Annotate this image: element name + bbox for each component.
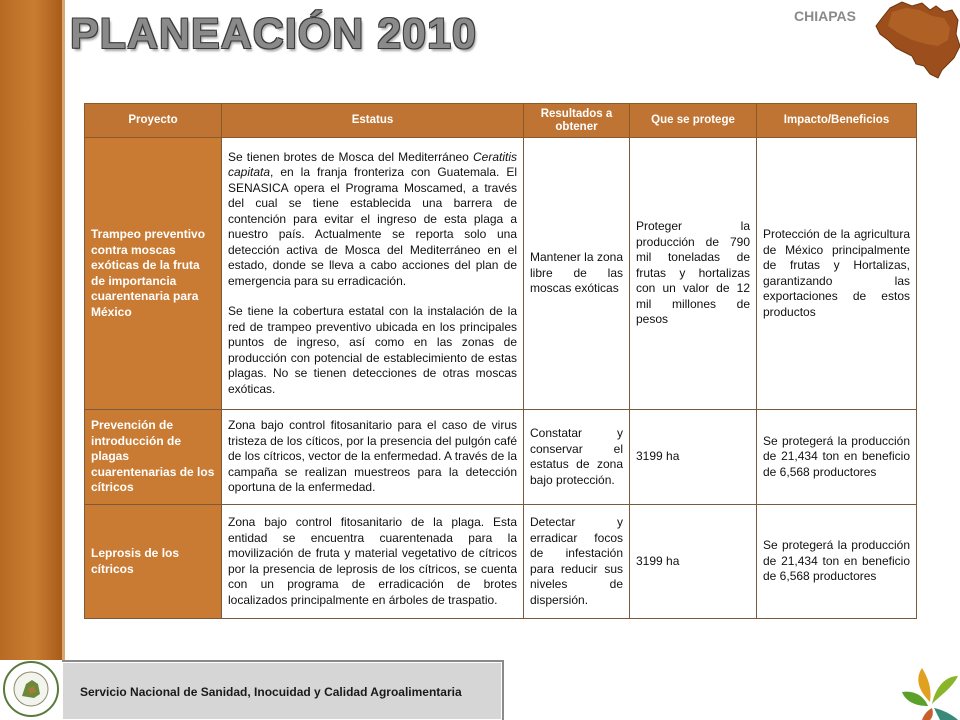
table-row [85,505,917,619]
estatus-paragraph-2: Se tiene la cobertura estatal con la instalación de la red de trampeo preventivo ubicada en los principales puntos de ingreso, así como en las zonas de producción con potencial de establecimiento de estas plagas. No se tienen detecciones de otras moscas exóticas. [228,304,517,396]
cell-proyecto: Prevención de introducción de plagas cuarentenarias de los cítricos [85,410,222,505]
leaf-logo-icon [900,662,960,720]
column-header-proyecto: Proyecto [85,104,222,138]
estatus-text: , en la franja fronteriza con Guatemala. El SENASICA opera el Programa Moscamed, a través del cual se tiene establecida una barrera de contención para evitar el ingreso de esta plaga a nuestro país. Actualmente se reporta solo una detección activa de Mosca del Mediterráneo en el estado, donde se lleva a cabo acciones del plan de emergencia para su erradicación. [228,165,517,288]
paragraph-gap [228,289,517,304]
column-header-estatus: Estatus [222,104,524,138]
cell-resultados: Detectar y erradicar focos de infestación para reducir sus niveles de dispersión. [524,505,630,619]
species-name: Ceratitis capitata [228,149,517,180]
column-header-protege: Que se protege [630,104,757,138]
cell-estatus: Zona bajo control fitosanitario de la plaga. Esta entidad se encuentra cuarentenada para la movilización de fruta y material vegetativo de cítricos por la presencia de leprosis de los cítricos, se cuenta con un programa de erradicación de brotes localizados principalmente en árboles de traspatio. [222,505,524,619]
cell-proyecto: Leprosis de los cítricos [85,505,222,619]
column-header-resultados: Resultados a obtener [524,104,630,138]
cell-estatus: Zona bajo control fitosanitario para el caso de virus tristeza de los cíticos, por la presencia del pulgón café de los cítricos, vector de la enfermedad. A través de la campaña se realizan muestreos para la detección oportuna de la enfermedad. [222,410,524,505]
table-row [85,138,917,410]
senasica-seal-icon [2,660,60,718]
cell-protege: Proteger la producción de 790 mil toneladas de frutas y hortalizas con un valor de 12 mil millones de pesos [630,138,757,410]
page-title: PLANEACIÓN 2010 [70,10,477,58]
state-label: CHIAPAS [794,8,856,24]
table-header-row [85,104,917,138]
cell-impacto: Protección de la agricultura de México principalmente de frutas y Hortalizas, garantizando las exportaciones de estos productos [757,138,917,410]
estatus-paragraph-1 [228,150,517,290]
cell-proyecto: Trampeo preventivo contra moscas exóticas de la fruta de importancia cuarentenaria para México [85,138,222,410]
left-accent-bar-edge [62,0,65,660]
planning-table [84,103,917,619]
chiapas-map-icon [872,0,960,80]
estatus-text: Se tienen brotes de Mosca del Mediterráneo [228,149,473,164]
cell-impacto: Se protegerá la producción de 21,434 ton en beneficio de 6,568 productores [757,410,917,505]
cell-resultados: Constatar y conservar el estatus de zona bajo protección. [524,410,630,505]
column-header-impacto: Impacto/Beneficios [757,104,917,138]
footer-agency-name: Servicio Nacional de Sanidad, Inocuidad y Calidad Agroalimentaria [80,685,462,699]
left-accent-bar [0,0,62,660]
cell-impacto: Se protegerá la producción de 21,434 ton en beneficio de 6,568 productores [757,505,917,619]
cell-protege: 3199 ha [630,410,757,505]
table-row [85,410,917,505]
cell-estatus [222,138,524,410]
cell-protege: 3199 ha [630,505,757,619]
cell-resultados: Mantener la zona libre de las moscas exóticas [524,138,630,410]
